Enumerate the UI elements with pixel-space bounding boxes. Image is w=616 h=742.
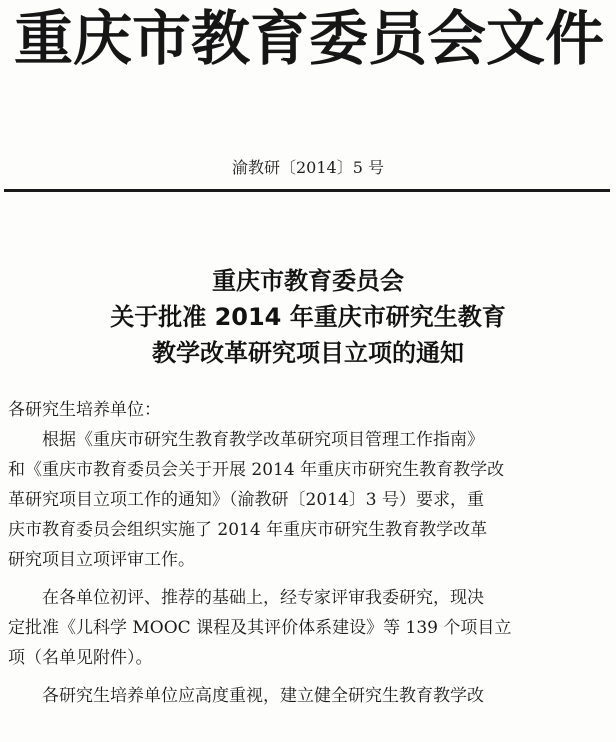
notice-title-line-2: 关于批准 2014 年重庆市研究生教育 — [110, 303, 506, 331]
document-number: 渝教研〔2014〕5 号 — [232, 158, 384, 177]
document-header-title: 重庆市教育委员会文件 — [14, 4, 605, 73]
paragraph-3-line-1: 各研究生培养单位应高度重视，建立健全研究生教育教学改 — [42, 686, 484, 706]
paragraph-1-line-4: 庆市教育委员会组织实施了 2014 年重庆市研究生教育教学改革 — [8, 520, 488, 540]
paragraph-2-line-3: 项（名单见附件）。 — [8, 648, 153, 668]
notice-title — [0, 263, 616, 371]
notice-body — [8, 395, 608, 711]
paragraph-1-line-3: 革研究项目立项工作的通知》（渝教研〔2014〕3 号）要求，重 — [8, 490, 484, 510]
paragraph-1-line-5: 研究项目立项评审工作。 — [8, 550, 195, 570]
paragraph-2-line-1: 在各单位初评、推荐的基础上，经专家评审我委研究，现决 — [42, 588, 484, 608]
salutation: 各研究生培养单位： — [8, 400, 161, 420]
header-divider — [4, 189, 610, 192]
paragraph-spacer — [8, 673, 608, 681]
paragraph-1-line-2: 和《重庆市教育委员会关于开展 2014 年重庆市研究生教育教学改 — [8, 460, 505, 480]
notice-title-line-1: 重庆市教育委员会 — [212, 267, 404, 295]
paragraph-spacer — [8, 575, 608, 583]
paragraph-2-line-2: 定批准《儿科学 MOOC 课程及其评价体系建设》等 139 个项目立 — [8, 618, 512, 638]
paragraph-1-line-1: 根据《重庆市研究生教育教学改革研究项目管理工作指南》 — [42, 430, 484, 450]
notice-title-line-3: 教学改革研究项目立项的通知 — [152, 339, 464, 367]
